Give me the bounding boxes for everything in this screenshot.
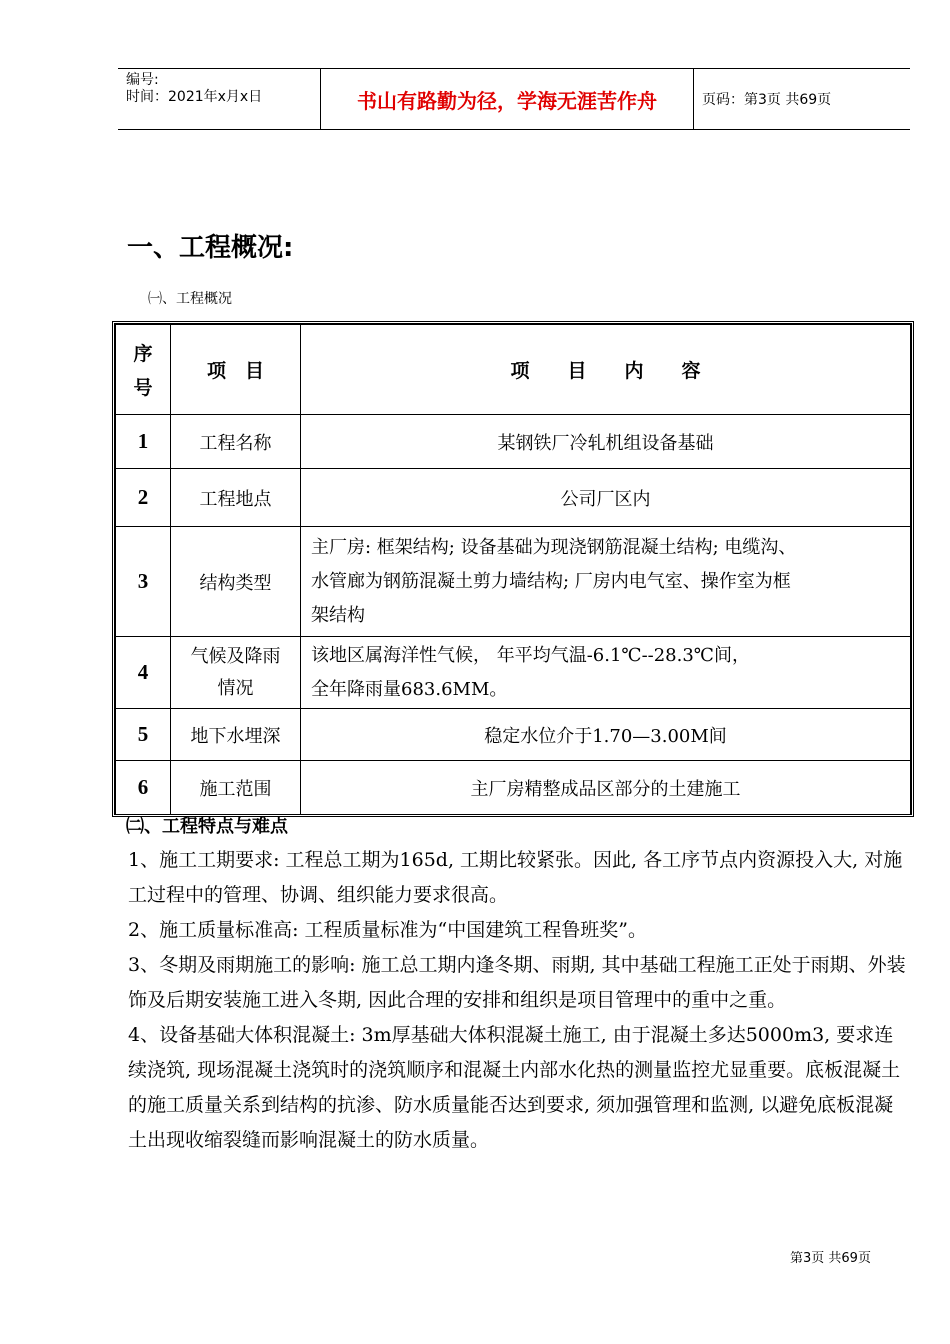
header-seq: 序 号 <box>116 325 171 415</box>
section2-body <box>128 843 908 1158</box>
page-header <box>118 68 910 130</box>
table-row: 6 施工范围 主厂房精整成品区部分的土建施工 <box>116 761 911 815</box>
section1-subheading: ㈠、工程概况 <box>148 291 232 307</box>
section1-heading: 一、工程概况: <box>127 233 294 263</box>
section2-heading: ㈡、工程特点与难点 <box>126 816 288 837</box>
table-row: 3 结构类型 主厂房: 框架结构; 设备基础为现浇钢筋混凝土结构; 电缆沟、 水管廊为钢筋混凝土剪力墙结构; 厂房内电气室、操作室为框 架结构 <box>116 527 911 637</box>
paragraph: 4、设备基础大体积混凝土: 3m厚基础大体积混凝土施工, 由于混凝土多达5000m3, 要求连续浇筑, 现场混凝土浇筑时的浇筑顺序和混凝土内部水化热的测量监控尤显重要。底板混凝土的施工质量关系到结构的抗渗、防水质量能否达到要求, 须加强管理和监测, 以避免底板混凝土出现收缩裂缝而影响混凝土的防水质量。 <box>128 1024 901 1151</box>
table-row: 4 气候及降雨 情况 该地区属海洋性气候， 年平均气温-6.1℃--28.3℃间， 全年降雨量683.6MM。 <box>116 637 911 709</box>
paragraph: 3、冬期及雨期施工的影响: 施工总工期内逢冬期、雨期, 其中基础工程施工正处于雨期、外装饰及后期安装施工进入冬期, 因此合理的安排和组织是项目管理中的重中之重。 <box>128 954 906 1011</box>
table-row: 5 地下水埋深 稳定水位介于1.70—3.00M间 <box>116 709 911 761</box>
serial-label: 编号: <box>126 72 159 88</box>
row4-content: 该地区属海洋性气候， 年平均气温-6.1℃--28.3℃间， 全年降雨量683.6MM。 <box>301 637 911 709</box>
table-header-row <box>116 325 911 415</box>
footer-page-info: 第3页 共69页 <box>790 1251 871 1266</box>
row3-content: 主厂房: 框架结构; 设备基础为现浇钢筋混凝土结构; 电缆沟、 水管廊为钢筋混凝土剪力墙结构; 厂房内电气室、操作室为框 架结构 <box>301 527 911 637</box>
paragraph: 2、施工质量标准高: 工程质量标准为“中国建筑工程鲁班奖”。 <box>128 919 647 941</box>
row4-item: 气候及降雨 情况 <box>171 637 301 709</box>
header-content: 项 目 内 容 <box>301 325 911 415</box>
table-row: 2 工程地点 公司厂区内 <box>116 469 911 527</box>
overview-table <box>112 321 914 817</box>
header-page-info: 页码：第3页 共69页 <box>702 92 832 108</box>
header-motto: 书山有路勤为径，学海无涯苦作舟 <box>320 69 694 129</box>
paragraph: 1、施工工期要求: 工程总工期为165d, 工期比较紧张。因此, 各工序节点内资源投入大, 对施工过程中的管理、协调、组织能力要求很高。 <box>128 849 903 906</box>
time-label: 时间：2021年x月x日 <box>126 89 263 105</box>
table-row: 1 工程名称 某钢铁厂冷轧机组设备基础 <box>116 415 911 469</box>
header-item: 项 目 <box>171 325 301 415</box>
header-meta <box>118 69 320 129</box>
